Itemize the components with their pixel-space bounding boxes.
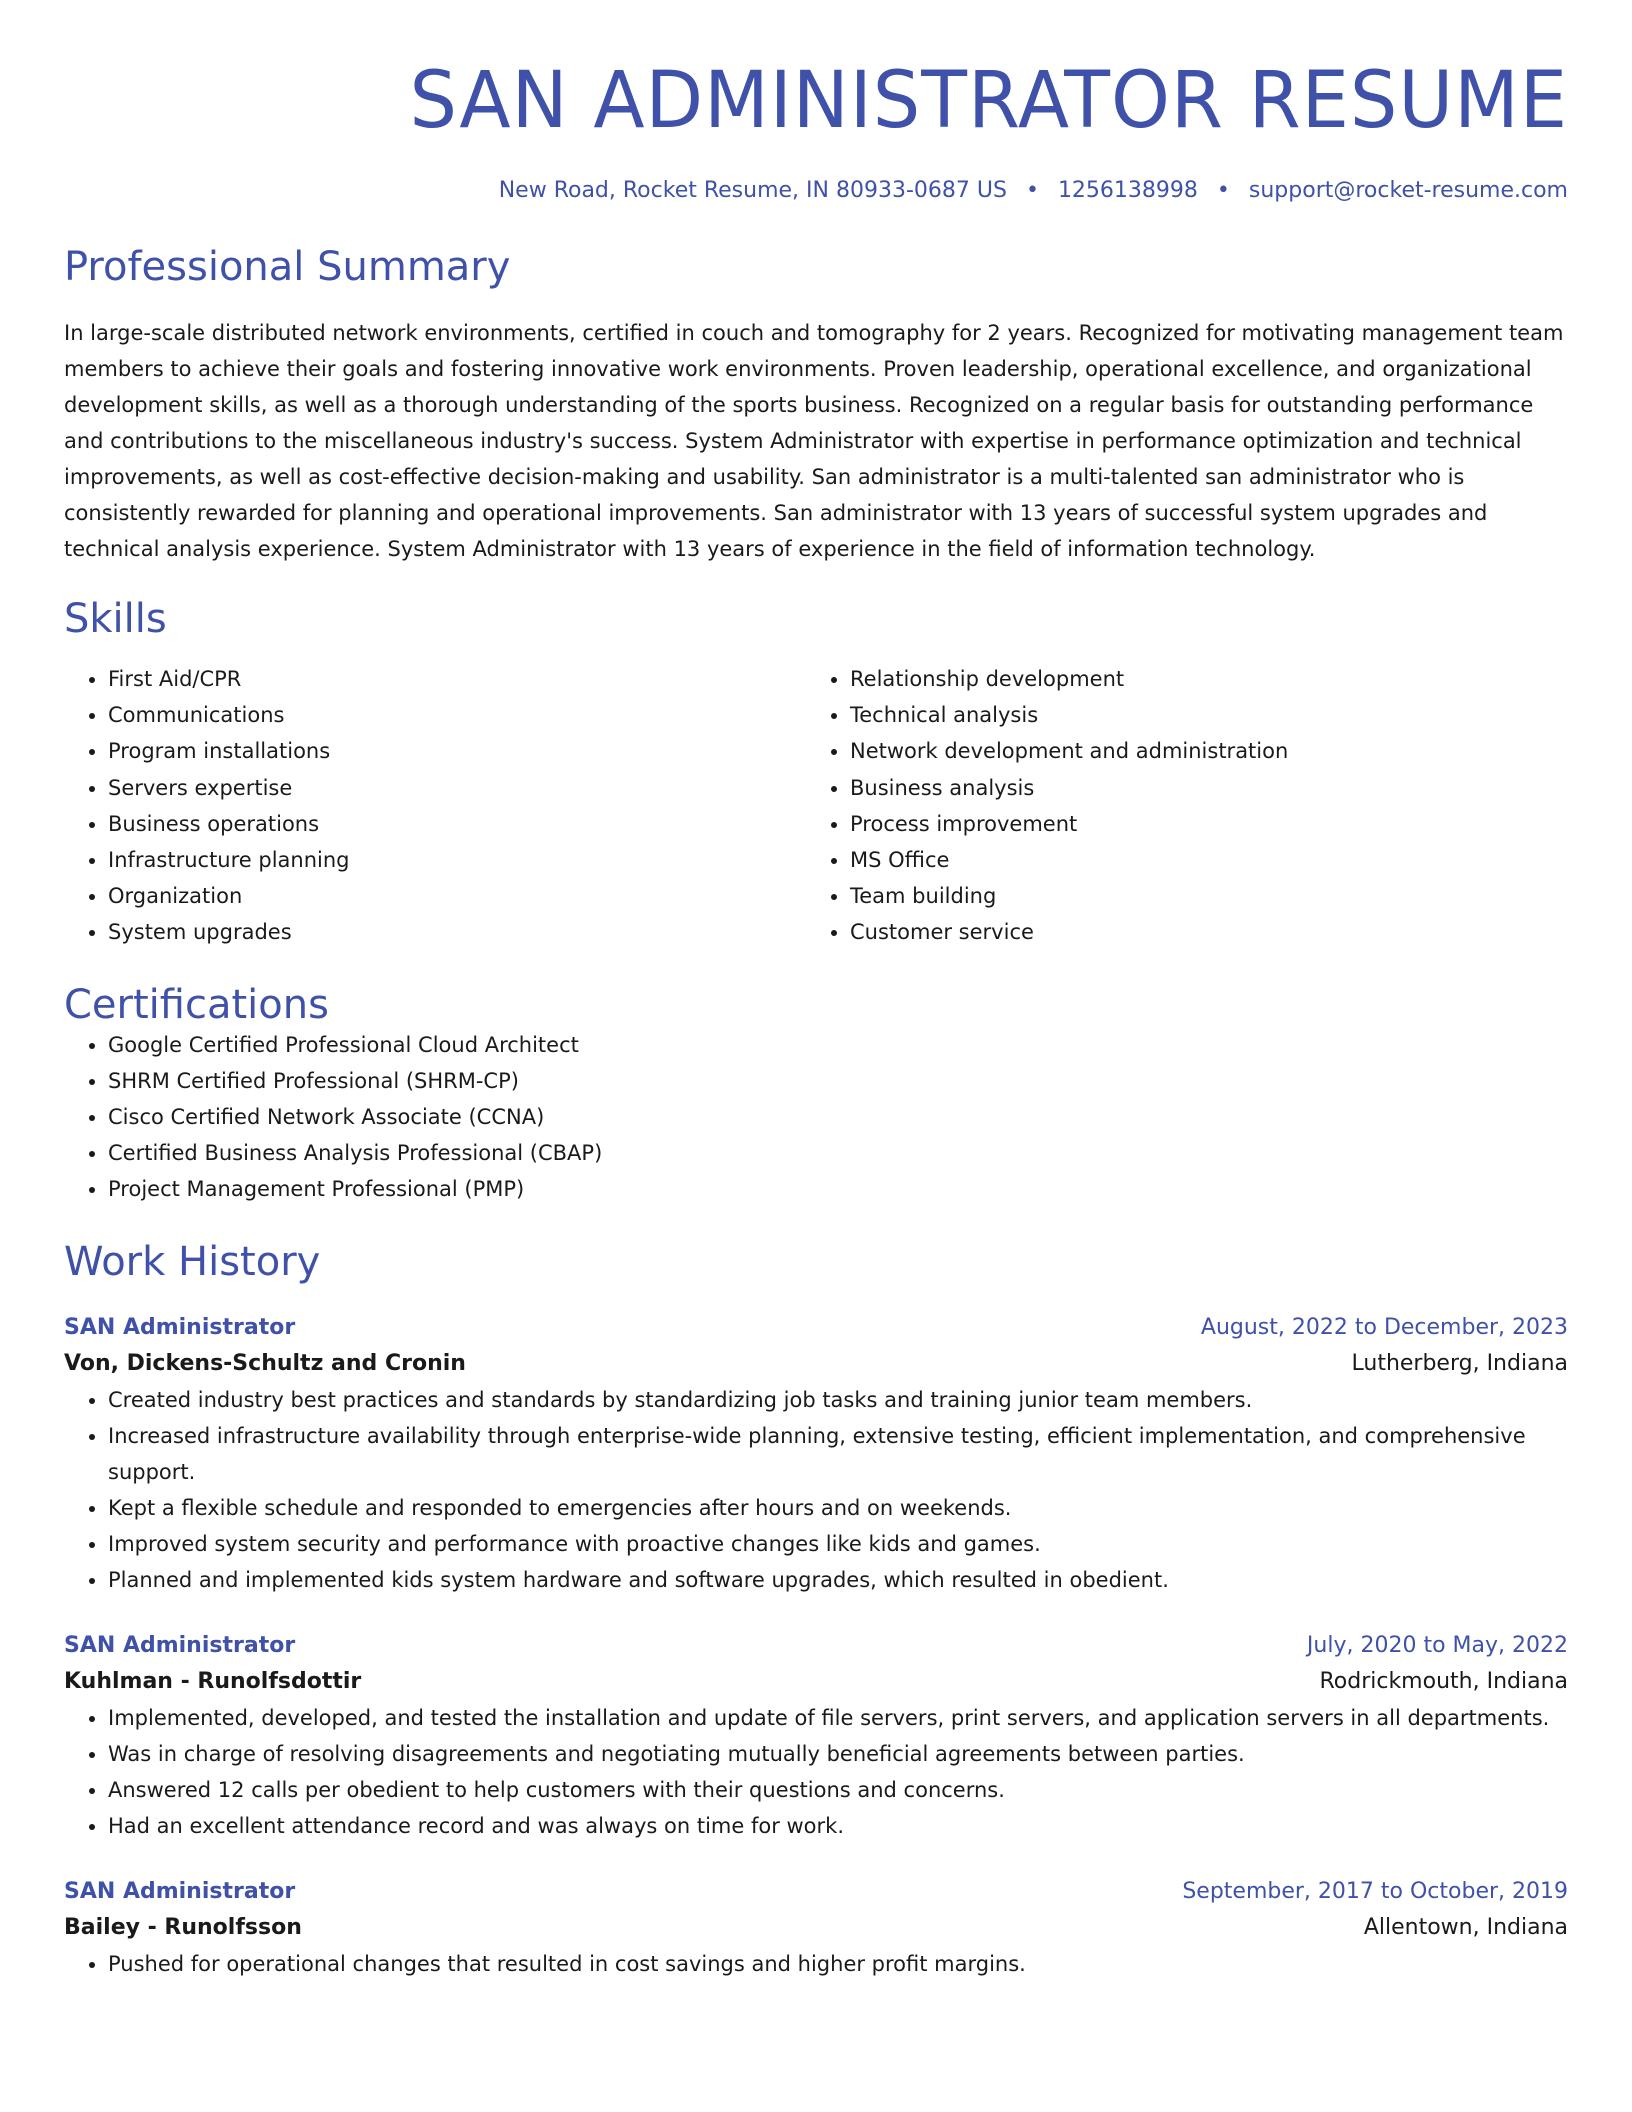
certifications-heading: Certifications xyxy=(64,981,329,1028)
skill-item: • MS Office xyxy=(850,842,1548,878)
job-location: Lutherberg, Indiana xyxy=(1351,1350,1568,1376)
job-title: SAN Administrator xyxy=(64,1314,296,1340)
job-header-row xyxy=(64,1310,1568,1346)
job-duty-item: • Implemented, developed, and tested the installation and update of file servers, print servers, and application servers in all departments. xyxy=(108,1700,1568,1736)
job-duty-item: • Planned and implemented kids system hardware and software upgrades, which resulted in obedient. xyxy=(108,1562,1568,1598)
job-duty-item: • Kept a flexible schedule and responded to emergencies after hours and on weekends. xyxy=(108,1490,1568,1526)
job-company: Kuhlman - Runolfsdottir xyxy=(64,1668,362,1694)
contact-separator: • xyxy=(1216,178,1230,203)
contact-address: New Road, Rocket Resume, IN 80933-0687 US xyxy=(498,178,1007,203)
job-duty-item: • Had an excellent attendance record and was always on time for work. xyxy=(108,1808,1568,1844)
skills-section xyxy=(64,597,1568,951)
job-duty-item: • Improved system security and performance with proactive changes like kids and games. xyxy=(108,1526,1568,1562)
job-duty-item: • Increased infrastructure availability through enterprise-wide planning, extensive testing, efficient implementation, and comprehensive support. xyxy=(108,1418,1568,1490)
skills-column-right xyxy=(806,661,1548,951)
job-header-row xyxy=(64,1628,1568,1664)
job-employer-row xyxy=(64,1664,1568,1700)
work-history-heading: Work History xyxy=(64,1238,321,1285)
job-company: Bailey - Runolfsson xyxy=(64,1914,302,1940)
job-dates: August, 2022 to December, 2023 xyxy=(1200,1314,1568,1340)
contact-separator: • xyxy=(1025,178,1039,203)
job-duties-list xyxy=(64,1946,1568,1982)
job-duty-item: • Created industry best practices and standards by standardizing job tasks and training junior team members. xyxy=(108,1382,1568,1418)
resume-header xyxy=(64,56,1568,203)
job-employer-row xyxy=(64,1910,1568,1946)
contact-phone: 1256138998 xyxy=(1057,178,1198,203)
job-duty-item: • Answered 12 calls per obedient to help customers with their questions and concerns. xyxy=(108,1772,1568,1808)
job-employer-row xyxy=(64,1346,1568,1382)
resume-title: SAN ADMINISTRATOR RESUME xyxy=(409,56,1568,146)
work-history-section xyxy=(64,1240,1568,1982)
skill-item: • Relationship development xyxy=(850,661,1548,697)
skill-item: • Network development and administration xyxy=(850,733,1548,769)
skills-column-left xyxy=(64,661,806,951)
skill-item: • Team building xyxy=(850,878,1548,914)
skill-item: • Business analysis xyxy=(850,770,1548,806)
certifications-section xyxy=(64,983,1568,1208)
skill-item: • Servers expertise xyxy=(108,770,806,806)
job-duty-item: • Was in charge of resolving disagreements and negotiating mutually beneficial agreements between parties. xyxy=(108,1736,1568,1772)
summary-section xyxy=(64,245,1568,567)
skill-item: • System upgrades xyxy=(108,914,806,950)
skill-item: • First Aid/CPR xyxy=(108,661,806,697)
skills-list-left xyxy=(64,661,806,951)
contact-line xyxy=(64,178,1568,203)
summary-heading: Professional Summary xyxy=(64,244,511,290)
job-entry xyxy=(64,1628,1568,1844)
certification-item: • Cisco Certified Network Associate (CCNA) xyxy=(108,1099,1568,1135)
skills-list-right xyxy=(806,661,1548,951)
job-dates: July, 2020 to May, 2022 xyxy=(1306,1632,1568,1658)
job-location: Allentown, Indiana xyxy=(1363,1914,1568,1940)
certification-item: • SHRM Certified Professional (SHRM-CP) xyxy=(108,1063,1568,1099)
job-header-row xyxy=(64,1874,1568,1910)
job-dates: September, 2017 to October, 2019 xyxy=(1182,1878,1568,1904)
skill-item: • Business operations xyxy=(108,806,806,842)
job-duties-list xyxy=(64,1700,1568,1844)
certification-item: • Certified Business Analysis Professional (CBAP) xyxy=(108,1135,1568,1171)
skill-item: • Organization xyxy=(108,878,806,914)
skill-item: • Communications xyxy=(108,697,806,733)
job-duties-list xyxy=(64,1382,1568,1598)
skill-item: • Customer service xyxy=(850,914,1548,950)
certifications-list xyxy=(64,1027,1568,1208)
job-location: Rodrickmouth, Indiana xyxy=(1319,1668,1568,1694)
certification-item: • Google Certified Professional Cloud Architect xyxy=(108,1027,1568,1063)
job-title: SAN Administrator xyxy=(64,1878,296,1904)
skill-item: • Process improvement xyxy=(850,806,1548,842)
job-duty-item: • Pushed for operational changes that resulted in cost savings and higher profit margins. xyxy=(108,1946,1568,1982)
job-company: Von, Dickens-Schultz and Cronin xyxy=(64,1350,466,1376)
skill-item: • Program installations xyxy=(108,733,806,769)
skill-item: • Infrastructure planning xyxy=(108,842,806,878)
job-entry xyxy=(64,1310,1568,1598)
summary-text: In large-scale distributed network environments, certified in couch and tomography for 2 years. Recognized for motivating management team members to achieve their goals and fostering innovative work environments. Proven leadership, operational excellence, and organizational development skills, as well as a thorough understanding of the sports business. Recognized on a regular basis for outstanding performance and contributions to the miscellaneous industry's success. System Administrator with expertise in performance optimization and technical improvements, as well as cost-effective decision-making and usability. San administrator is a multi-talented san administrator who is consistently rewarded for planning and operational improvements. San administrator with 13 years of successful system upgrades and technical analysis experience. System Administrator with 13 years of experience in the field of information technology. xyxy=(64,321,1564,561)
skill-item: • Technical analysis xyxy=(850,697,1548,733)
skills-grid xyxy=(64,661,1568,951)
skills-heading: Skills xyxy=(64,596,167,642)
contact-email[interactable]: support@rocket-resume.com xyxy=(1248,178,1568,203)
certification-item: • Project Management Professional (PMP) xyxy=(108,1171,1568,1207)
job-entry xyxy=(64,1874,1568,1982)
job-title: SAN Administrator xyxy=(64,1632,296,1658)
